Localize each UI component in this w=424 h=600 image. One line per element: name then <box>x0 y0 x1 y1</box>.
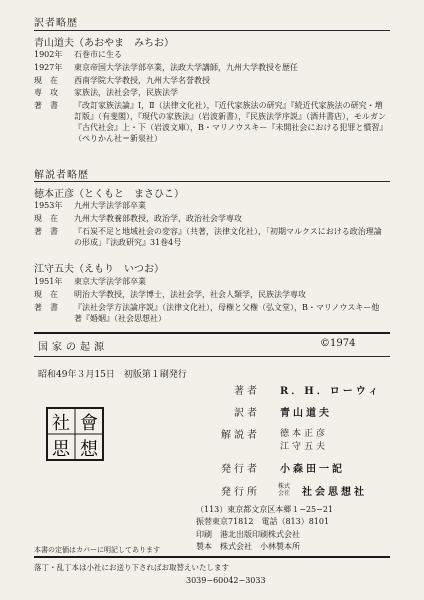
bio-key: 1927年 <box>34 63 63 72</box>
bio-value: 『石炭不足と地域社会の変容』（共著，法律文化社），「初期マルクスにおける政治理論の形成」『法政研究』31巻4号 <box>74 227 382 247</box>
bio-key: 専 攻 <box>34 88 58 97</box>
credit-name: 小森田一記 <box>280 464 345 475</box>
credit-role: 発行者 <box>221 464 260 475</box>
bio-key: 著 書 <box>34 101 58 110</box>
bio-value: 九州大学教養部教授，政治学，政治社会学専攻 <box>74 214 242 223</box>
commentator-section-title: 解説者略歴 <box>34 170 89 181</box>
colophon-top-rule <box>34 332 390 334</box>
bio-key: 1953年 <box>34 201 63 210</box>
translator-section-title: 訳者略歴 <box>34 18 78 29</box>
bio-key: 1902年 <box>34 50 63 59</box>
credit-role: 解説者 <box>221 430 260 441</box>
book-code: 3039−60042−3033 <box>186 576 266 585</box>
commentator1-name: 徳本正彦（とくもと まさひこ） <box>34 189 184 200</box>
book-title: 国家の起源 <box>38 342 108 353</box>
divider <box>34 30 390 31</box>
bio-value: 西南学院大学教授，九州大学名誉教授 <box>74 76 210 85</box>
bio-key: 現 在 <box>34 290 58 299</box>
bio-value: 石巻市に生る <box>74 50 122 59</box>
address-line: 印刷 港北出版印刷株式会社 <box>196 530 300 539</box>
bio-value: 『改訂家族法論』Ⅰ，Ⅱ（法律文化社），『近代家族法の研究』『続近代家族法の研究・増訂版』（有斐閣），『現代の家族法』（岩波新書），『民族法学序説』（酒井書店），モルガン『古代社会』上・下（岩波文庫），B・マリノウスキー『未開社会における犯罪と慣習』（ぺりかん社＝新泉社） <box>74 101 386 143</box>
seal-char: 想 <box>80 439 98 460</box>
bio-key: 1951年 <box>34 277 63 286</box>
bio-value: 明治大学教授，法学博士，法社会学，社会人類学，民族法学専攻 <box>74 290 306 299</box>
credit-role: 著者 <box>234 386 260 397</box>
return-note: 落丁・乱丁本は小社にお送り下さればお取替えいたします <box>34 563 229 572</box>
credit-row <box>196 404 416 420</box>
translator-name: 青山道夫（あおやま みちお） <box>34 38 174 49</box>
commentator2-name: 江守五夫（えもり いつお） <box>34 264 164 275</box>
credit-name: 徳本正彦 <box>280 429 329 439</box>
colophon-bottom-rule <box>34 556 390 558</box>
bio-value: 家族法，法社会学，民族法学 <box>74 88 178 97</box>
credit-name: 社会思想社 <box>302 487 367 498</box>
seal-char: 思 <box>52 439 70 460</box>
copyright-mark: ©1974 <box>320 338 356 349</box>
credit-role: 発行所 <box>221 487 260 498</box>
bio-key: 現 在 <box>34 76 58 85</box>
divider <box>34 181 390 182</box>
divider <box>34 356 390 357</box>
bio-value: 東京大学法学部卒業 <box>74 277 146 286</box>
address-line: （113）東京都文京区本郷１−25−21 <box>196 505 334 514</box>
bio-key: 著 書 <box>34 303 58 312</box>
print-date: 昭和49年３月15日 初版第１刷発行 <box>38 370 187 380</box>
bio-value: 『法社会学方法論序説』（法律文化社），母権と父権（弘文堂），B・マリノウスキー他著『婚姻』（社会思想社） <box>74 303 380 323</box>
seal-char: 會 <box>80 413 98 434</box>
bio-value: 九州大学法学部卒業 <box>74 201 146 210</box>
credit-row <box>196 460 416 476</box>
bio-key: 著 書 <box>34 227 58 236</box>
bio-key: 現 在 <box>34 214 58 223</box>
credit-name: R．H．ローウィ <box>280 386 382 397</box>
address-line: 製本 株式会社 小林製本所 <box>196 542 300 551</box>
publisher-prefix: 株式会社 <box>278 483 291 497</box>
credit-role: 訳者 <box>234 408 260 419</box>
credit-name: 青山道夫 <box>280 408 332 419</box>
price-note: 本書の定価はカバーに明記してあります <box>34 546 160 554</box>
seal-char: 社 <box>52 413 70 434</box>
bio-value: 東京帝国大学法学部卒業，法政大学講師，九州大学教授を歴任 <box>74 63 298 72</box>
credit-row <box>196 439 416 455</box>
credit-row <box>196 382 416 398</box>
address-line: 振替東京71812 電話（813）8101 <box>196 517 330 526</box>
credit-name: 江守五夫 <box>280 442 329 452</box>
publisher-seal <box>46 407 104 461</box>
credit-row <box>196 483 416 499</box>
